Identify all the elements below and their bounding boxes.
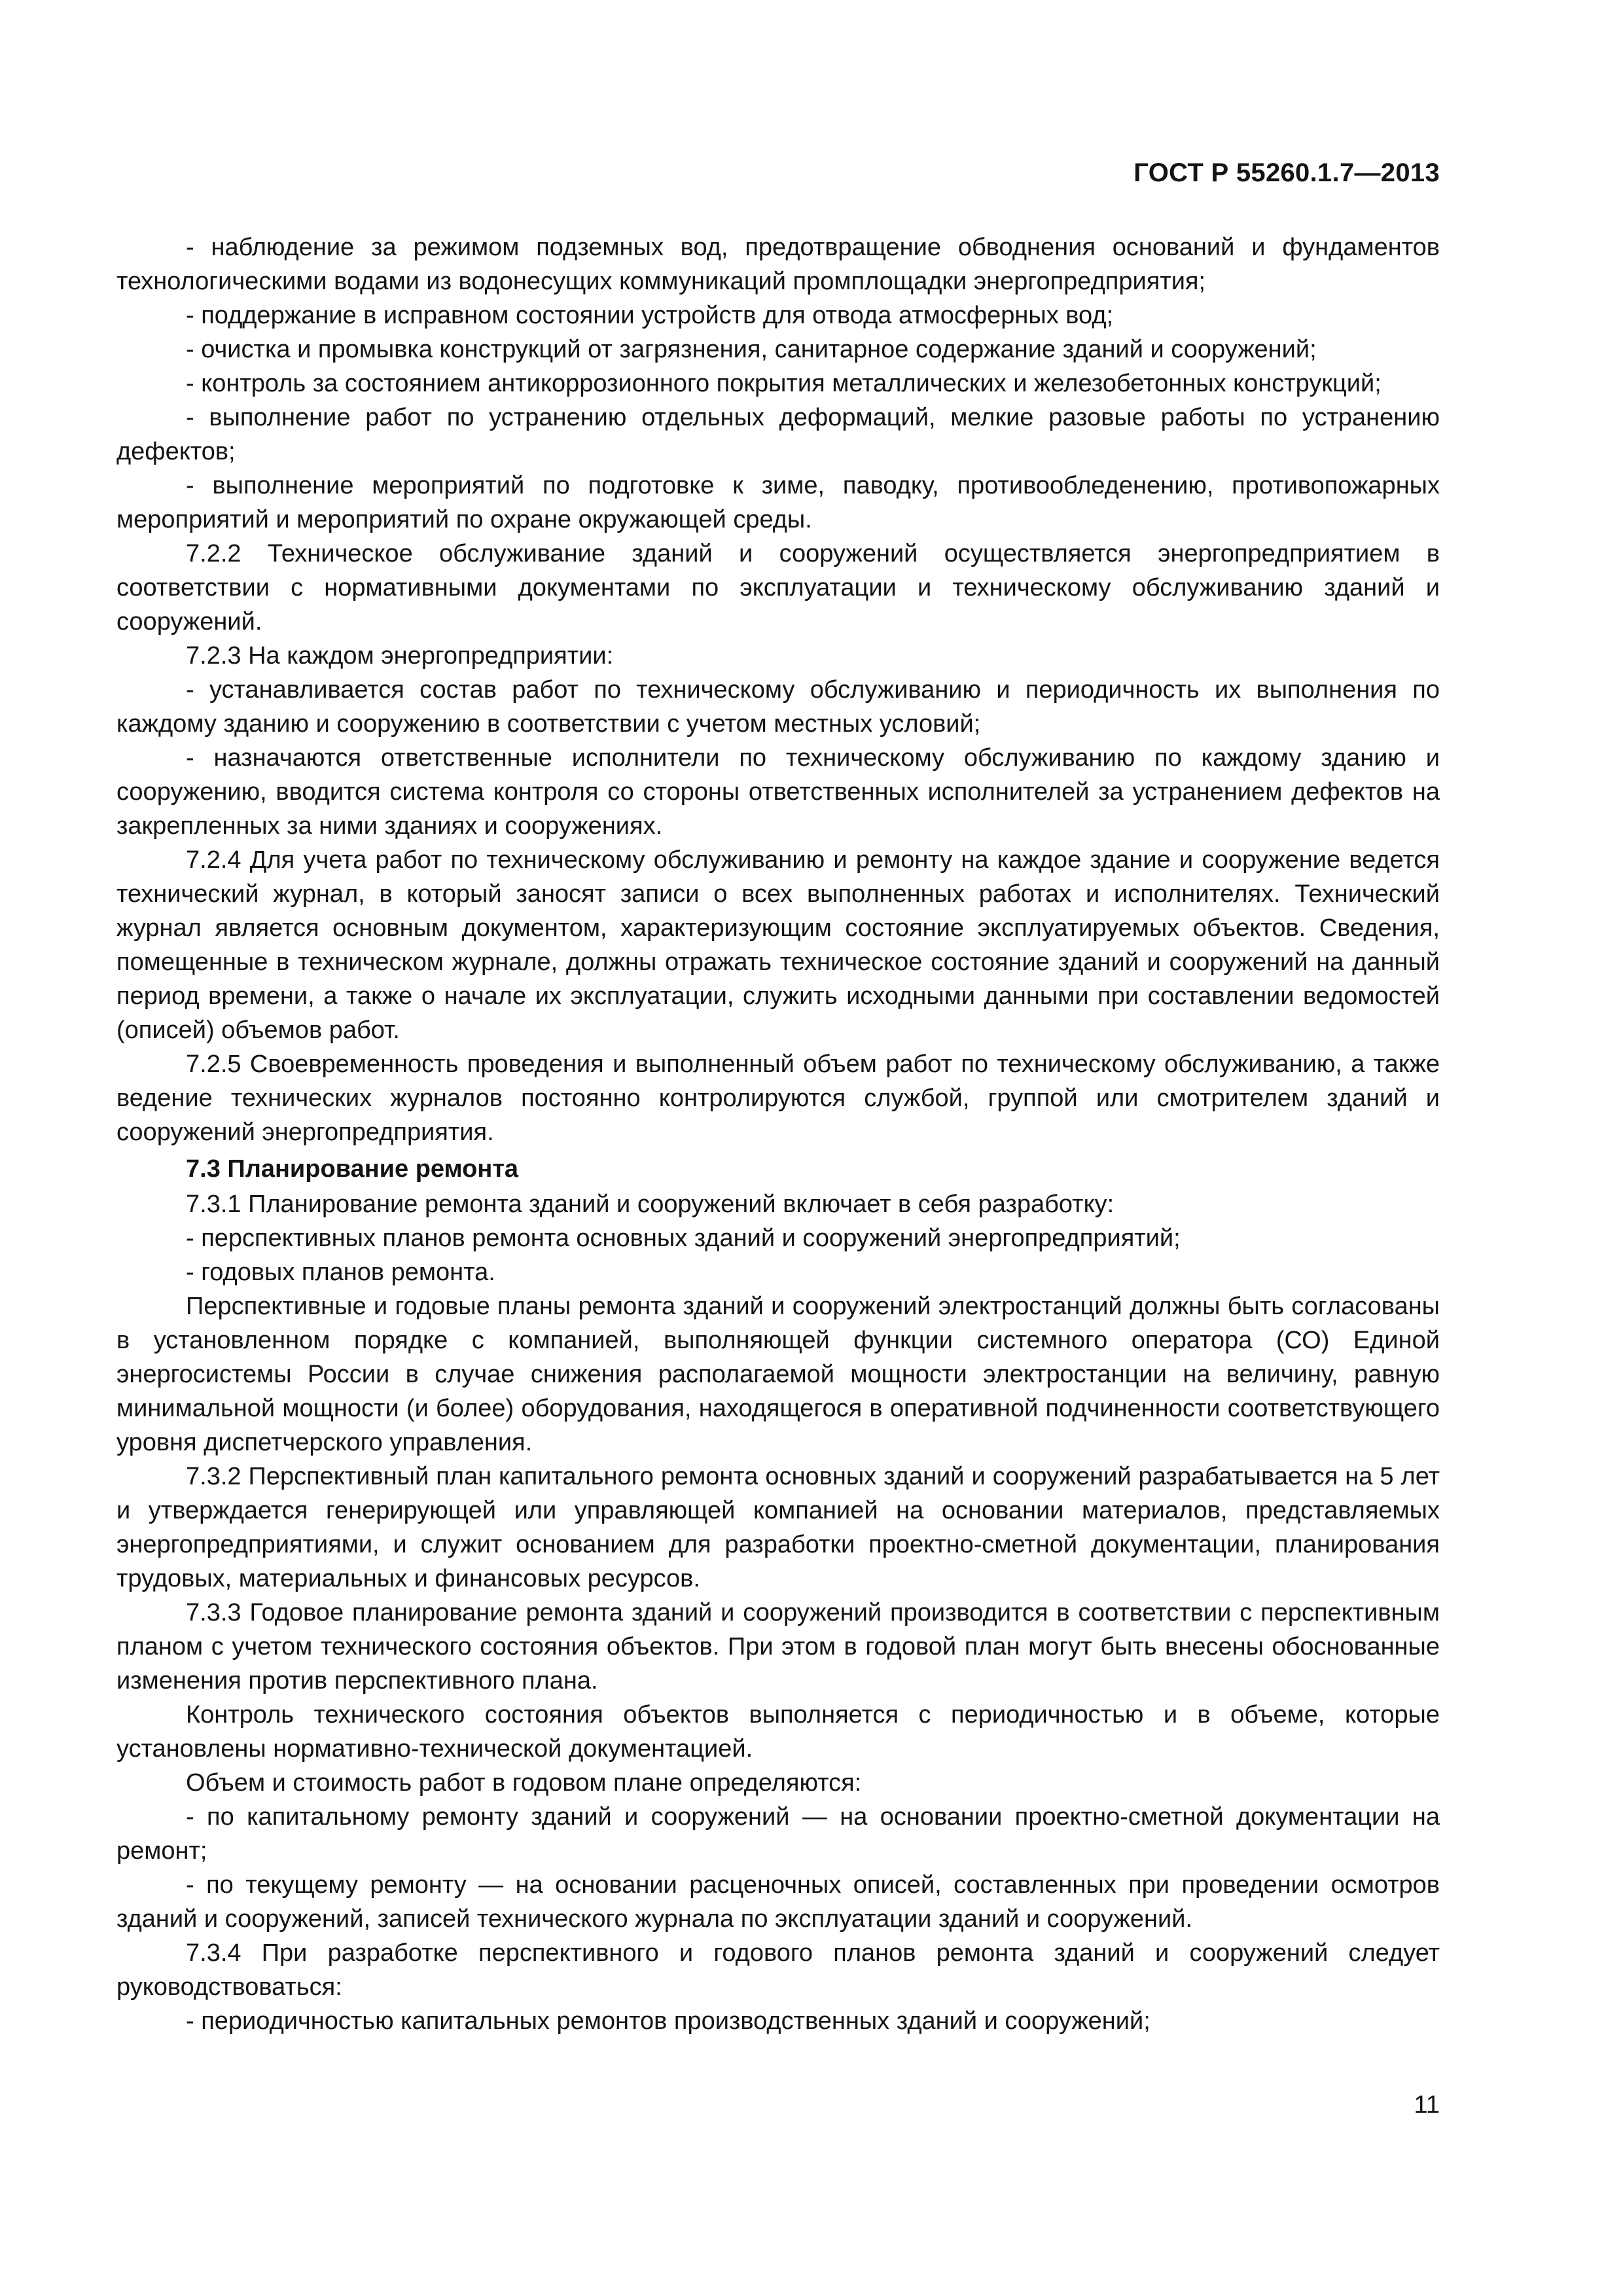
paragraph: - устанавливается состав работ по техническому обслуживанию и периодичность их выполнения по каждому зданию и сооружению в соответствии с учетом местных условий; — [116, 676, 1440, 738]
paragraph: - годовых планов ремонта. — [186, 1259, 495, 1286]
paragraph: - по текущему ремонту — на основании расценочных описей, составленных при проведении осмотров зданий и сооружений, записей технического журнала по эксплуатации зданий и сооружений. — [116, 1871, 1440, 1933]
paragraph: 7.3.2 Перспективный план капитального ремонта основных зданий и сооружений разрабатывается на 5 лет и утверждается генерирующей или управляющей компанией на основании материалов, представляемых энергопредприятиями, и служит основанием для разработки проектно-сметной документации, планирования трудовых, материальных и финансовых ресурсов. — [116, 1463, 1440, 1592]
paragraph: - выполнение работ по устранению отдельных деформаций, мелкие разовые работы по устранению дефектов; — [116, 404, 1440, 465]
paragraph: - очистка и промывка конструкций от загрязнения, санитарное содержание зданий и сооружений; — [186, 336, 1317, 363]
standard-id-header: ГОСТ Р 55260.1.7—2013 — [1133, 158, 1440, 187]
body-text — [116, 230, 1440, 2038]
paragraph: 7.2.3 На каждом энергопредприятии: — [186, 642, 614, 670]
paragraph: - периодичностью капитальных ремонтов производственных зданий и сооружений; — [186, 2007, 1150, 2035]
paragraph: - поддержание в исправном состоянии устройств для отвода атмосферных вод; — [186, 302, 1114, 329]
paragraph: - назначаются ответственные исполнители по техническому обслуживанию по каждому зданию и сооружению, вводится система контроля со стороны ответственных исполнителей за устранением дефектов на закрепленных за ними зданиях и сооружениях. — [116, 744, 1440, 840]
paragraph: - по капитальному ремонту зданий и сооружений — на основании проектно-сметной документации на ремонт; — [116, 1803, 1440, 1865]
paragraph: 7.2.2 Техническое обслуживание зданий и сооружений осуществляется энергопредприятием в соответствии с нормативными документами по эксплуатации и техническому обслуживанию зданий и сооружений. — [116, 540, 1440, 636]
paragraph: 7.3.3 Годовое планирование ремонта зданий и сооружений производится в соответствии с перспективным планом с учетом технического состояния объектов. При этом в годовой план могут быть внесены обоснованные изменения против перспективного плана. — [116, 1599, 1440, 1695]
paragraph: - наблюдение за режимом подземных вод, предотвращение обводнения оснований и фундаментов технологическими водами из водонесущих коммуникаций промплощадки энергопредприятия; — [116, 234, 1440, 295]
section-heading: 7.3 Планирование ремонта — [186, 1155, 519, 1183]
paragraph: 7.3.4 При разработке перспективного и годового планов ремонта зданий и сооружений следует руководствоваться: — [116, 1939, 1440, 2001]
page-number: 11 — [1414, 2091, 1440, 2119]
paragraph: 7.2.5 Своевременность проведения и выполненный объем работ по техническому обслуживанию, а также ведение технических журналов постоянно контролируются службой, группой или смотрителем зданий и сооружений энергопредприятия. — [116, 1050, 1440, 1146]
paragraph: - перспективных планов ремонта основных зданий и сооружений энергопредприятий; — [186, 1225, 1181, 1252]
paragraph: 7.2.4 Для учета работ по техническому обслуживанию и ремонту на каждое здание и сооружение ведется технический журнал, в который заносят записи о всех выполненных работах и исполнителях. Технический журнал является основным документом, характеризующим состояние эксплуатируемых объектов. Сведения, помещенные в техническом журнале, должны отражать техническое состояние зданий и сооружений на данный период времени, а также о начале их эксплуатации, служить исходными данными при составлении ведомостей (описей) объемов работ. — [116, 846, 1440, 1044]
paragraph: 7.3.1 Планирование ремонта зданий и сооружений включает в себя разработку: — [186, 1191, 1115, 1218]
paragraph: Контроль технического состояния объектов выполняется с периодичностью и в объеме, которые установлены нормативно-технической документацией. — [116, 1701, 1440, 1763]
paragraph: Перспективные и годовые планы ремонта зданий и сооружений электростанций должны быть согласованы в установленном порядке с компанией, выполняющей функции системного оператора (СО) Единой энергосистемы России в случае снижения располагаемой мощности электростанции на величину, равную минимальной мощности (и более) оборудования, находящегося в оперативной подчиненности соответствующего уровня диспетчерского управления. — [116, 1293, 1440, 1456]
paragraph: Объем и стоимость работ в годовом плане определяются: — [186, 1769, 862, 1797]
paragraph: - выполнение мероприятий по подготовке к зиме, паводку, противообледенению, противопожарных мероприятий и мероприятий по охране окружающей среды. — [116, 472, 1440, 533]
paragraph: - контроль за состоянием антикоррозионного покрытия металлических и железобетонных конструкций; — [186, 370, 1382, 397]
